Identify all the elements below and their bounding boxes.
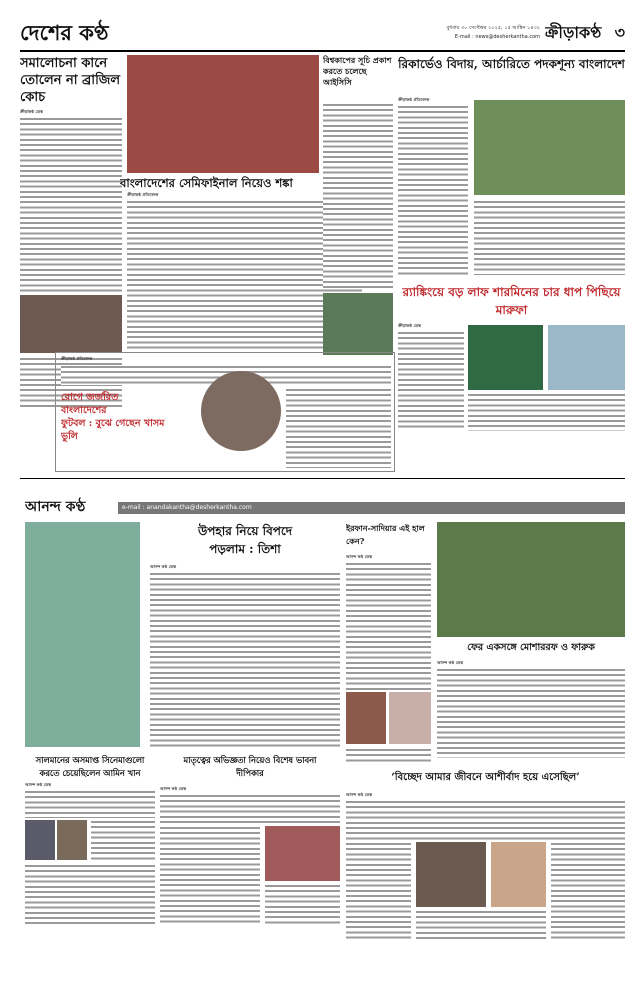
amin-khan-photo — [57, 820, 87, 860]
body-text — [474, 200, 625, 275]
body-text — [437, 668, 625, 758]
body-text — [286, 388, 391, 468]
body-text — [91, 820, 155, 862]
headline: রিকার্ভেও বিদায়, আর্চারিতে পদকশূন্য বাংলাদেশ — [398, 57, 625, 71]
body-text — [468, 393, 625, 431]
headline-semifinal: বাংলাদেশের সেমিফাইনাল নিয়েও শঙ্কা — [120, 176, 293, 190]
sadia-photo — [389, 692, 431, 744]
body-text — [346, 562, 431, 690]
player-photo-sharmin — [468, 325, 543, 390]
article-divorce-quote — [346, 768, 625, 958]
body-text — [551, 842, 625, 942]
deepika-photo — [265, 826, 340, 881]
date-line: বুধবার ৩০ সেপ্টেম্বর ২০২৫, ১৫ আশ্বিন ১৪৩২ — [446, 25, 540, 31]
page-number: ৩ — [614, 23, 625, 42]
headline: বিশ্বকাপের সূচি প্রকাশ করতে চলেছে আইসিসি — [323, 55, 392, 87]
masthead-email: E-mail : news@desherkantha.com — [454, 34, 540, 40]
article-deepika — [160, 754, 340, 954]
headline: র‌্যাঙ্কিংয়ে বড় লাফ শারমিনের চার ধাপ পিছিয়ে মারুফা — [402, 285, 621, 317]
body-text — [25, 864, 155, 924]
body-text — [25, 790, 155, 818]
headline: সমালোচনা কানে তোলেন না ব্রাজিল কোচ — [20, 56, 121, 105]
article-football-boxed — [55, 352, 395, 472]
entertainment-logo: আনন্দ কণ্ঠ — [25, 499, 86, 515]
article-salman — [25, 754, 155, 954]
body-text — [20, 117, 122, 292]
byline: আনন্দ কণ্ঠ ডেস্ক — [346, 554, 373, 559]
article-irfan-sadia — [346, 522, 431, 692]
headline-mosharraf: ফের একসঙ্গে মোশাররফ ও ফারুক — [467, 642, 595, 653]
headline-part: পড়লাম : তিশা — [209, 542, 281, 556]
byline: আনন্দ কণ্ঠ ডেস্ক — [160, 786, 187, 791]
byline: আনন্দ কণ্ঠ ডেস্ক — [25, 782, 52, 787]
headline-part: সালমানের অসমাপ্ত সিনেমাগুলো — [35, 755, 145, 765]
headline-part: উপহার নিয়ে বিপদে — [197, 524, 293, 538]
body-text — [323, 103, 393, 288]
body-text — [346, 800, 625, 840]
headline — [61, 391, 171, 466]
headline-part: করতে চেয়েছিলেন আমিন খান — [39, 768, 141, 778]
body-text — [160, 826, 260, 926]
newspaper-logo: দেশের কণ্ঠ — [20, 20, 109, 45]
headline-part: ফুটবল : বুঝে গেছেন খাসম ভুলি — [61, 418, 165, 442]
byline: ক্রীড়াকণ্ঠ প্রতিবেদক — [398, 97, 430, 102]
body-text — [416, 910, 546, 942]
body-text — [150, 572, 340, 748]
team-photo — [127, 55, 319, 173]
headline: মাতৃত্বের অভিজ্ঞতা নিয়েও বিশেষ ভাবনা দীপিকার — [183, 755, 317, 778]
headline: ইরফান-সাদিয়ার এই হাল কেন? — [346, 523, 425, 546]
section-rule — [20, 478, 625, 479]
body-text — [398, 105, 468, 275]
headline-part: বাংলাদেশের — [61, 405, 107, 416]
trophy-photo — [323, 293, 393, 355]
body-text — [398, 331, 464, 431]
byline: ক্রীড়াকণ্ঠ ডেস্ক — [398, 323, 421, 328]
masthead — [20, 18, 625, 48]
mosharraf-faruk-photo — [437, 522, 625, 637]
body-text — [265, 884, 340, 926]
body-text — [346, 748, 431, 764]
article-worldcup-schedule — [323, 55, 393, 355]
headline-part: রোগে জর্জরিত — [61, 392, 119, 403]
headline: ‘বিচ্ছেদ আমার জীবনে আশীর্বাদ হয়ে এসেছিল’ — [391, 772, 580, 783]
body-text — [346, 842, 411, 942]
article-archery — [398, 55, 625, 280]
byline: ক্রীড়াকণ্ঠ প্রতিবেদক — [61, 356, 93, 361]
byline: আনন্দ কণ্ঠ ডেস্ক — [346, 792, 373, 797]
actor-photo — [416, 842, 486, 907]
article-ranking — [398, 283, 625, 433]
byline: ক্রীড়াকণ্ঠ ডেস্ক — [20, 109, 43, 114]
actress-photo — [491, 842, 546, 907]
byline: আনন্দ কণ্ঠ ডেস্ক — [437, 660, 464, 665]
coach-photo — [20, 295, 122, 353]
byline: আনন্দ কণ্ঠ ডেস্ক — [150, 564, 177, 569]
section-logo: ক্রীড়াকণ্ঠ — [545, 23, 602, 42]
headline-tisha — [150, 522, 340, 560]
masthead-rule — [20, 50, 625, 52]
irfan-photo — [346, 692, 386, 744]
player-photo-marufa — [548, 325, 625, 390]
actress-photo-tisha — [25, 522, 140, 747]
archery-photo — [474, 100, 625, 195]
entertainment-email: e-mail : anandakantha@desherkantha.com — [122, 504, 252, 511]
headline — [25, 754, 155, 780]
coach-portrait — [201, 371, 281, 451]
body-text — [160, 794, 340, 824]
salman-photo — [25, 820, 55, 860]
byline: ক্রীড়াকণ্ঠ প্রতিবেদক — [127, 192, 159, 197]
